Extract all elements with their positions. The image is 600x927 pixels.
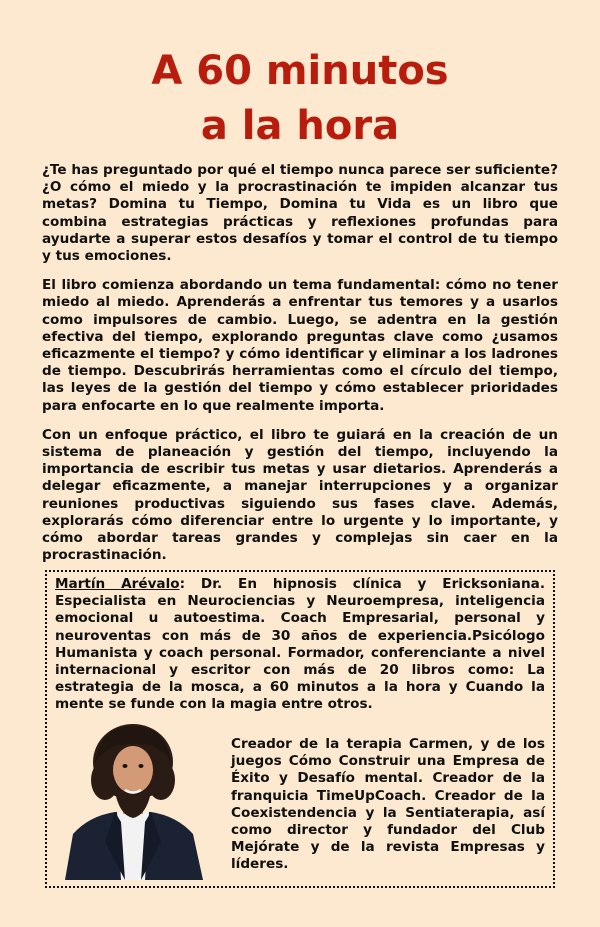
synopsis-paragraph-1: ¿Te has preguntado por qué el tiempo nunca parece ser suficiente? ¿O cómo el miedo y la procrastinación te impiden alcanzar tus metas? Domina tu Tiempo, Domina tu Vida es un libro que combina estrategias prácticas y reflexiones profundas para ayudarte a superar estos desafíos y tomar el control de tu tiempo y tus emociones. (42, 162, 558, 265)
author-name: Martín Arévalo (55, 576, 180, 592)
synopsis-paragraph-3: Con un enfoque práctico, el libro te guiará en la creación de un sistema de planeación y gestión del tiempo, incluyendo la importancia de escribir tus metas y usar dietarios. Aprenderás a delegar eficazmente, a manejar interrupciones y a organizar reuniones productivas siguiendo sus fases clave. Además, explorarás cómo diferenciar entre lo urgente y lo importante, y cómo abordar tareas grandes y complejas sin caer en la procrastinación. (42, 426, 558, 564)
author-photo (53, 722, 213, 880)
author-bio (55, 576, 545, 714)
author-bio-text: : Dr. En hipnosis clínica y Ericksoniana. Especialista en Neurociencias y Neuroempresa, inteligencia emocional u autoestima. Coach Empresarial, personal y neuroventas con más de 30 años de experiencia.Psicólogo Humanista y coach personal. Formador, conferenciante a nivel internacional y escritor con más de 20 libros como: La estrategia de la mosca, a 60 minutos a la hora y Cuando la mente se funde con la magia entre otros. (55, 576, 545, 713)
author-bio-box (45, 570, 555, 888)
title-line-1: A 60 minutos (151, 48, 449, 94)
author-bio-continued: Creador de la terapia Carmen, y de los juegos Cómo Construir una Empresa de Éxito y Desafío mental. Creador de la franquicia TimeUpCoach. Creador de la Coexistendencia y la Sentiaterapia, así como director y fundador del Club Mejórate y de la revista Empresas y líderes. (231, 736, 545, 873)
book-title (42, 0, 558, 154)
synopsis-paragraph-2: El libro comienza abordando un tema fundamental: cómo no tener miedo al miedo. Aprenderás a enfrentar tus temores y a usarlos como impulsores de cambio. Luego, se adentra en la gestión efectiva del tiempo, explorando preguntas clave como ¿usamos eficazmente el tiempo? y cómo identificar y eliminar a los ladrones de tiempo. Descubrirás herramientas como el círculo del tiempo, las leyes de la gestión del tiempo y cómo establecer prioridades para enfocarte en lo que realmente importa. (42, 277, 558, 414)
title-line-2: a la hora (200, 103, 400, 149)
